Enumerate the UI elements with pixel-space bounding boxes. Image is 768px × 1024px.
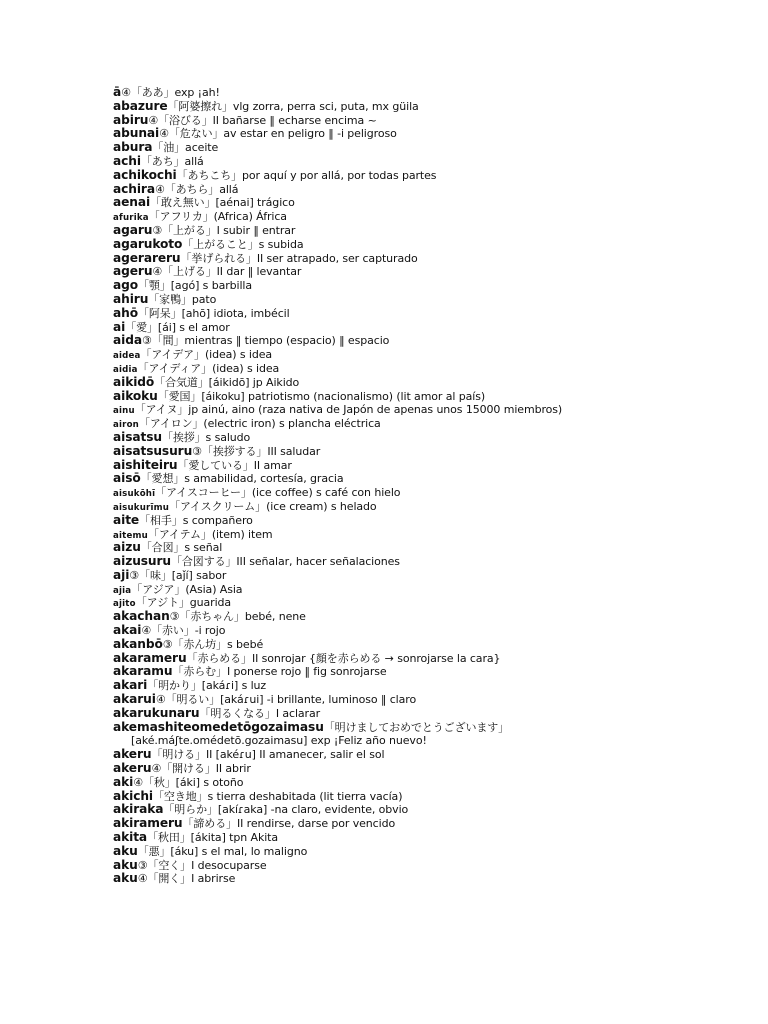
entry-headword: aki [113,774,134,789]
entry-definition: ④「開く」I abrirse [137,872,236,886]
entry-headword: ageru [113,264,153,279]
dictionary-entry [113,652,753,666]
entry-headword: ajito [113,599,136,610]
dictionary-entry [113,307,753,321]
entry-definition: 「諦める」II rendirse, darse por vencido [182,817,396,831]
dictionary-entry [113,183,753,197]
entry-headword: agaru [113,222,153,237]
entry-definition: 「家鴨」pato [148,292,217,306]
dictionary-entry [113,693,753,707]
dictionary-entry [113,803,753,817]
dictionary-entry [113,403,753,417]
entry-definition: ③「間」mientras ‖ tiempo (espacio) ‖ espacio [141,334,390,348]
entry-definition: 「赤らめる」II sonrojar {顔を赤らめる → sonrojarse la cara} [186,651,501,665]
dictionary-entry [113,624,753,638]
entry-definition: 「明かり」[akáɾi] s luz [147,679,267,693]
entry-definition: 「秋田」[ákita] tpn Akita [147,831,279,845]
entry-headword: aite [113,512,140,527]
entry-definition: ④「あちら」allá [154,182,239,196]
entry-headword: ai [113,319,126,334]
dictionary-entry [113,541,753,555]
dictionary-entry [113,86,753,100]
dictionary-entry [113,127,753,141]
entry-definition: ③「空く」I desocuparse [137,858,267,872]
entry-headword: ahō [113,305,138,320]
entry-headword: aisō [113,471,141,486]
entry-headword: akiraka [113,802,164,817]
entry-definition: 「あち」allá [140,154,204,168]
entry-headword: afurika [113,213,149,224]
entry-definition: 「阿婆擦れ」vlg zorra, perra sci, puta, mx güila [167,99,419,113]
entry-headword: ajia [113,585,132,596]
entry-definition: 「アイスクリーム」(ice cream) s helado [169,499,377,513]
dictionary-entry [113,390,753,404]
entry-headword: ahiru [113,291,149,306]
dictionary-entry [113,665,753,679]
dictionary-entry [113,238,753,252]
entry-headword: aida [113,333,142,348]
entry-definition: ③「赤ん坊」s bebé [162,637,264,651]
entry-definition: 「上がること」s subida [182,237,304,251]
dictionary-entry [113,265,753,279]
dictionary-entry [113,679,753,693]
entry-headword: aji [113,567,130,582]
entry-definition: 「アフリカ」(Africa) África [148,210,287,224]
dictionary-entry [113,376,753,390]
entry-headword: akarameru [113,650,187,665]
dictionary-entry [113,831,753,845]
entry-headword: akemashiteomedetōgozaimasu [113,719,324,734]
dictionary-entry [113,431,753,445]
dictionary-entry [113,459,753,473]
entry-definition: 「敢え無い」[aénai] trágico [150,196,295,210]
dictionary-entry [113,514,753,528]
entry-headword: abiru [113,112,149,127]
entry-definition: 「アイスコーヒー」(ice coffee) s café con hielo [155,486,401,500]
dictionary-entry [113,721,753,735]
entry-definition: 「悪」[áku] s el mal, lo maligno [137,844,308,858]
entry-headword: agarukoto [113,236,183,251]
entry-definition: 「明けましておめでとうございます」 [323,720,510,734]
dictionary-entry [113,500,753,514]
dictionary-entry [113,169,753,183]
entry-headword: aku [113,871,138,886]
entry-headword: airon [113,420,140,431]
entry-definition: 「アイテム」(item) item [147,527,273,541]
entry-headword: aizusuru [113,554,171,569]
entry-definition: 「阿呆」[ahō] idiota, imbécil [137,306,290,320]
dictionary-entry [113,279,753,293]
dictionary-entry [113,817,753,831]
entry-definition: 「アジト」guarida [135,596,232,610]
entry-definition: 「顎」[agó] s barbilla [138,279,253,293]
entry-definition: 「油」aceite [152,141,219,155]
entry-definition: ④「危ない」av estar en peligro ‖ -i peligroso [159,127,397,141]
dictionary-entry [113,555,753,569]
dictionary-entry [113,445,753,459]
entry-definition: 「アイロン」(electric iron) s plancha eléctrica [139,417,381,431]
dictionary-entry [113,528,753,542]
entry-headword: aku [113,843,138,858]
dictionary-entry [113,472,753,486]
entry-headword: aikidō [113,374,155,389]
entry-definition: 「明らか」[akíɾaka] -na claro, evidente, obvio [163,803,409,817]
entry-definition: 「愛している」II amar [177,458,292,472]
entry-definition: ③「味」[aǰí] sabor [129,568,227,582]
dictionary-entry [113,114,753,128]
entry-definition: 「アジア」(Asia) Asia [131,582,243,596]
entry-headword: ago [113,278,139,293]
entry-headword: aisatsu [113,429,162,444]
entry-headword: aisukurīmu [113,502,170,513]
entry-definition: 「アイディア」(idea) s idea [137,361,280,375]
dictionary-entry [113,417,753,431]
entry-definition: 「合図」s señal [140,541,223,555]
dictionary-entry [113,362,753,376]
dictionary-entry [113,845,753,859]
entry-definition: 「愛想」s amabilidad, cortesía, gracia [140,472,344,486]
entry-definition: 「挨拶」s saludo [161,430,251,444]
dictionary-entry [113,790,753,804]
dictionary-entry [113,348,753,362]
dictionary-entry [113,872,753,886]
dictionary-entry [113,583,753,597]
entry-headword: achira [113,181,155,196]
entry-definition: ④「浴びる」II bañarse ‖ echarse encima ~ [148,113,377,127]
entry-headword: akachan [113,609,170,624]
entry-headword: akirameru [113,816,183,831]
entry-definition: ④「赤い」-i rojo [141,624,226,638]
entry-definition: ④「秋」[áki] s otoño [133,775,244,789]
entry-definition: ④「明るい」[akáɾui] -i brillante, luminoso ‖ claro [155,693,417,707]
dictionary-entry [113,748,753,762]
dictionary-entry [113,334,753,348]
dictionary-entry [113,569,753,583]
entry-definition: 「合図する」III señalar, hacer señalaciones [171,555,400,569]
dictionary-entry [113,610,753,624]
dictionary-entry [113,776,753,790]
entry-headword: ā [113,85,122,99]
entry-headword: akita [113,830,148,845]
dictionary-entry [113,596,753,610]
entry-headword: aisatsusuru [113,443,193,458]
entry-headword: abura [113,140,153,155]
entry-headword: akaramu [113,664,173,679]
dictionary-entry [113,762,753,776]
dictionary-page [113,86,753,886]
entry-headword: akarukunaru [113,705,200,720]
entry-headword: aidia [113,364,138,375]
entry-headword: akeru [113,747,152,762]
entry-definition: 「愛国」[áikoku] patriotismo (nacionalismo) (lit amor al país) [157,389,486,403]
entry-definition: 「あちこち」por aquí y por allá, por todas partes [176,168,437,182]
entry-definition: 「アイデア」(idea) s idea [140,348,273,362]
entry-definition: 「空き地」s tierra deshabitada (lit tierra vacía) [153,789,403,803]
dictionary-entry [113,252,753,266]
entry-definition: ③「赤ちゃん」bebé, nene [169,610,306,624]
entry-definition: ④「ああ」exp ¡ah! [121,86,220,99]
entry-headword: ainu [113,406,135,417]
dictionary-entry [113,734,753,748]
dictionary-entry [113,293,753,307]
entry-definition: 「合気道」[áikidō] jp Aikido [154,375,300,389]
dictionary-entry [113,141,753,155]
entry-headword: aenai [113,195,151,210]
entry-headword: achikochi [113,167,177,182]
entry-definition: 「愛」[ái] s el amor [125,320,230,334]
dictionary-entry [113,196,753,210]
entry-definition: 「挙げられる」II ser atrapado, ser capturado [180,251,418,265]
entry-definition: 「赤らむ」I ponerse rojo ‖ fig sonrojarse [172,665,387,679]
entry-headword: akanbō [113,636,163,651]
entry-definition: ④「上げる」II dar ‖ levantar [152,265,302,279]
dictionary-entry [113,321,753,335]
dictionary-entry [113,210,753,224]
entry-headword: akeru [113,761,152,776]
entry-definition: 「アイヌ」jp ainú, aino (raza nativa de Japón de apenas unos 15000 miembros) [134,403,563,417]
entry-definition: 「明るくなる」I aclarar [199,706,321,720]
entry-headword: akari [113,678,148,693]
entry-headword: aishiteiru [113,457,178,472]
entry-headword: akichi [113,788,153,803]
dictionary-entry [113,638,753,652]
entry-headword: agerareru [113,250,181,265]
entry-headword: aitemu [113,530,148,541]
entry-headword: abunai [113,126,160,141]
dictionary-entry [113,224,753,238]
dictionary-entry [113,486,753,500]
entry-definition: ④「開ける」II abrir [151,762,251,776]
entry-headword: aku [113,857,138,872]
entry-headword: aizu [113,540,141,555]
entry-definition: 「明ける」II [akéɾu] II amanecer, salir el sol [151,748,385,762]
entry-headword: abazure [113,98,168,113]
entry-headword: achi [113,153,141,168]
entry-definition: ③「挨拶する」III saludar [192,444,321,458]
dictionary-entry [113,707,753,721]
entry-headword: akai [113,623,142,638]
entry-definition: 「相手」s compañero [139,513,253,527]
dictionary-entry [113,155,753,169]
entry-headword: akarui [113,692,156,707]
dictionary-entry [113,859,753,873]
entry-headword: aisukōhī [113,489,156,500]
entry-definition: [aké.máʃte.omédetō.gozaimasu] exp ¡Feliz año nuevo! [131,734,427,748]
entry-headword: aidea [113,351,141,362]
entry-headword: aikoku [113,388,158,403]
dictionary-entry [113,100,753,114]
entry-definition: ③「上がる」I subir ‖ entrar [152,223,296,237]
